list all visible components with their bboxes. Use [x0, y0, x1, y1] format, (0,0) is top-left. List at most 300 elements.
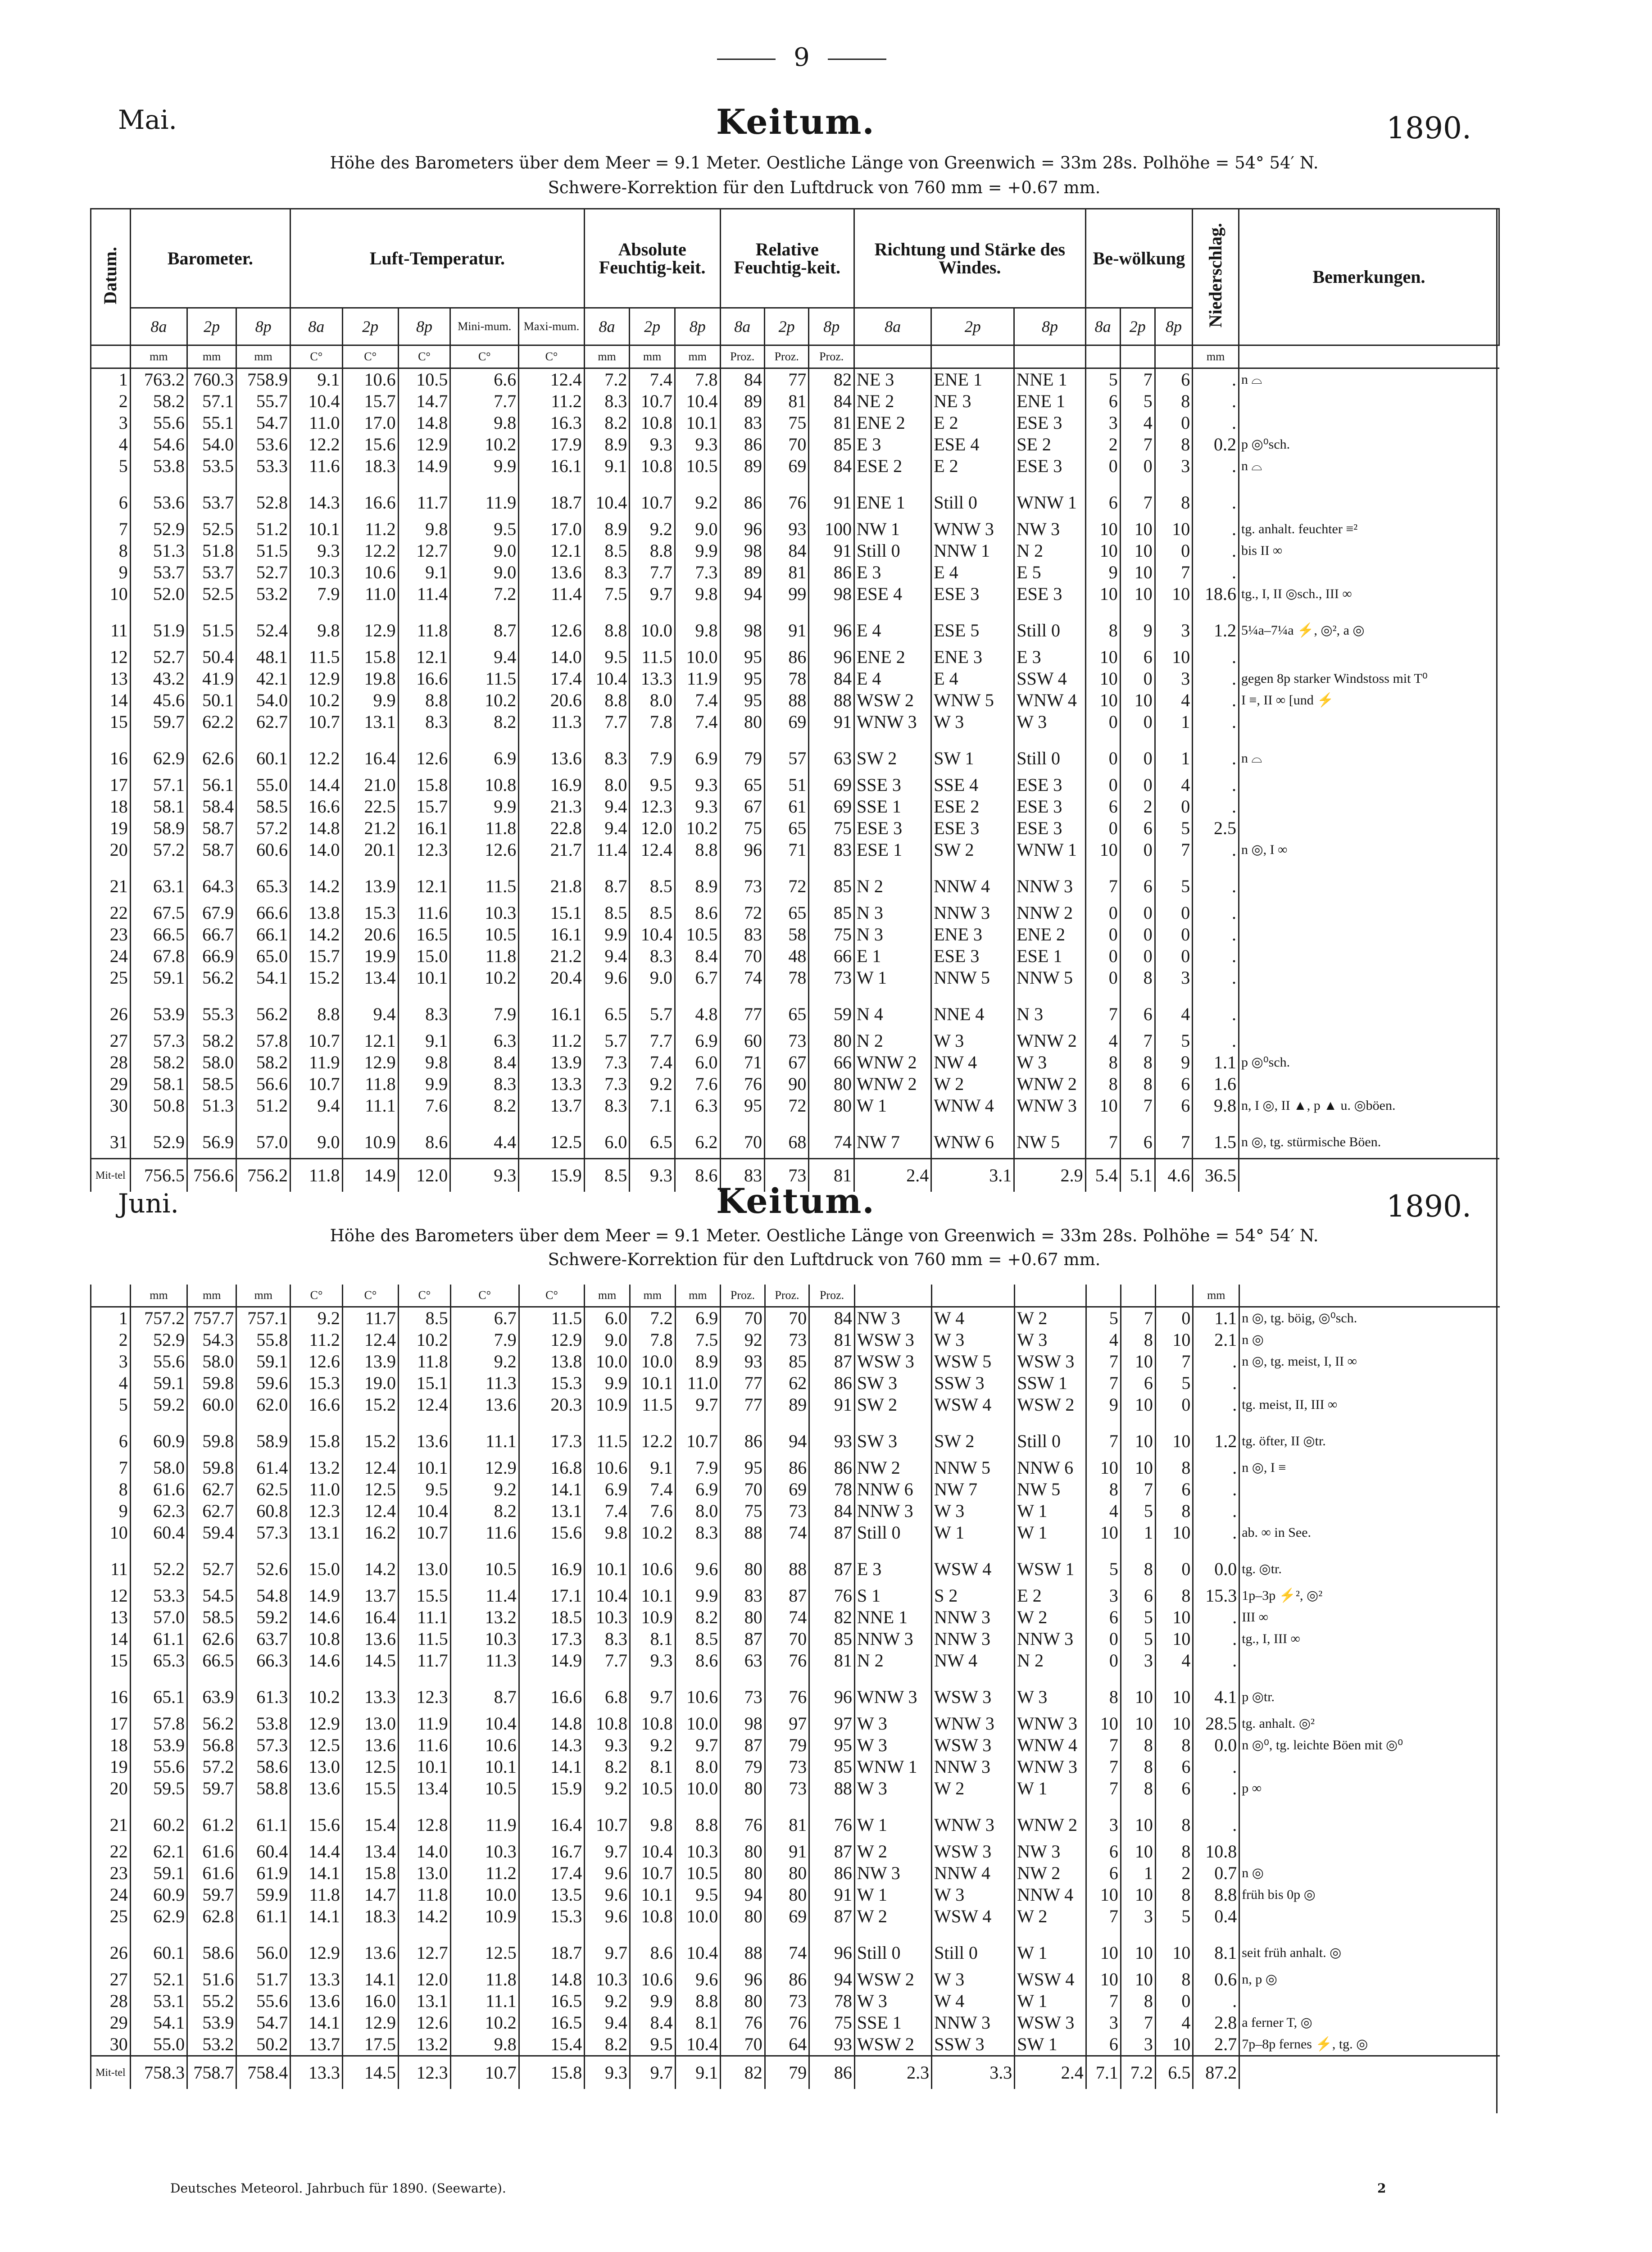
table-cell: W 1 [932, 1522, 1015, 1544]
table-cell: 8 [1120, 1052, 1155, 1073]
table-cell: 8.4 [630, 2012, 675, 2034]
table-cell: 67.8 [130, 945, 187, 967]
table-cell: WSW 2 [1015, 1394, 1086, 1416]
table-cell: 57.0 [236, 1117, 290, 1159]
table-cell: WSW 4 [1015, 1969, 1086, 1990]
table-cell: 11.5 [450, 861, 519, 902]
table-row [91, 1734, 1500, 1756]
table-cell: 9.5 [399, 1479, 451, 1500]
table-cell: 65.0 [236, 945, 290, 967]
table-cell: 58.2 [236, 1052, 290, 1073]
table-cell: 90 [764, 1073, 808, 1095]
table-cell: 87 [765, 1585, 809, 1607]
table-cell: . [1193, 477, 1239, 518]
table-cell: 7 [1155, 1351, 1193, 1372]
month-title-june: Juni. [118, 1188, 179, 1219]
table-cell: 73 [765, 1329, 809, 1351]
table-cell: 87 [809, 1906, 855, 1927]
table-cell: 96 [809, 1927, 855, 1969]
table-cell: 10.5 [675, 455, 720, 477]
table-cell: 8.9 [675, 1351, 721, 1372]
table-cell: 7.4 [630, 1052, 675, 1073]
table-cell: 10 [1085, 646, 1120, 668]
table-cell: 0 [1085, 774, 1120, 796]
table-cell: 7.6 [398, 1095, 450, 1117]
table-cell: 75 [809, 2012, 855, 2034]
table-cell: 66 [809, 945, 854, 967]
table-cell: 10.9 [630, 1607, 675, 1628]
table-cell: 14.0 [290, 839, 342, 861]
mean-cell: 2.4 [854, 1159, 931, 1192]
table-cell: 9.9 [342, 690, 398, 711]
table-cell: 21 [91, 1799, 131, 1841]
table-cell: 9.0 [585, 1329, 630, 1351]
table-cell: NNW 5 [932, 1457, 1015, 1479]
table-cell: 3 [1121, 1906, 1155, 1927]
table-cell: 7 [1086, 1351, 1121, 1372]
table-cell: 66.5 [187, 1650, 236, 1671]
table-cell: 7.2 [584, 368, 630, 391]
table-cell: 9.4 [584, 945, 630, 967]
table-cell: 2.8 [1193, 2012, 1239, 2034]
table-row [91, 2034, 1500, 2056]
table-cell: 69 [765, 1906, 809, 1927]
table-cell: W 3 [1015, 1671, 1086, 1713]
table-cell: 10.4 [630, 1841, 675, 1862]
mean-cell [1239, 1159, 1499, 1192]
table-cell: 60.0 [187, 1394, 236, 1416]
table-cell: SW 3 [854, 1416, 931, 1457]
table-cell: 72 [764, 1095, 808, 1117]
table-cell: 19 [91, 1756, 131, 1778]
table-cell: . [1193, 861, 1239, 902]
table-cell: WNW 1 [1014, 839, 1085, 861]
table-cell: 7.4 [630, 1479, 675, 1500]
table-cell: 91 [765, 1841, 809, 1862]
table-cell: 9.9 [675, 540, 720, 562]
table-cell: E 4 [931, 668, 1014, 690]
table-cell: 12.2 [342, 540, 398, 562]
table-cell: 8.5 [584, 540, 630, 562]
table-cell: 10 [1155, 1607, 1193, 1628]
table-cell: 0 [1085, 733, 1120, 774]
table-cell: 78 [809, 1479, 855, 1500]
table-cell: 9.8 [398, 1052, 450, 1073]
mean-cell: 8.6 [675, 1159, 720, 1192]
table-cell: 13.6 [290, 1990, 343, 2012]
table-cell: 10.4 [675, 390, 720, 412]
table-cell: 10 [1121, 1671, 1155, 1713]
table-cell: 8 [1155, 1457, 1193, 1479]
table-cell: 12.6 [519, 605, 585, 646]
table-cell: 13.0 [290, 1756, 343, 1778]
table-cell: 61.6 [130, 1479, 187, 1500]
table-cell: 10.7 [630, 1862, 675, 1884]
sub-2p: 2p [630, 308, 675, 345]
table-cell: 95 [720, 690, 764, 711]
table-cell: 10.6 [585, 1457, 630, 1479]
mean-cell: 9.7 [630, 2056, 675, 2089]
table-cell: 4 [91, 434, 131, 455]
table-cell: E 2 [931, 455, 1014, 477]
sub-8a: 8a [720, 308, 764, 345]
table-cell: 10.7 [290, 1030, 342, 1052]
table-cell: 11.0 [342, 583, 398, 605]
table-cell: 79 [765, 1734, 809, 1756]
unit-cell: mm [130, 1285, 187, 1307]
table-cell: 16.4 [519, 1799, 585, 1841]
table-cell: 84 [809, 1500, 855, 1522]
table-cell: bis II ∞ [1239, 540, 1499, 562]
table-cell: 12.1 [519, 540, 585, 562]
table-cell: 5 [1155, 1906, 1193, 1927]
table-cell: 10 [1085, 690, 1120, 711]
table-cell: 10.3 [450, 902, 519, 924]
table-row [91, 1628, 1500, 1650]
table-cell: 11.8 [290, 1884, 343, 1906]
table-cell: 9.7 [585, 1927, 630, 1969]
table-cell [1239, 1906, 1500, 1927]
table-cell: 18.3 [342, 455, 398, 477]
table-cell: 15.1 [519, 902, 585, 924]
table-cell [1239, 412, 1499, 434]
unit-cell: C° [399, 1285, 451, 1307]
table-cell: 15.8 [290, 1416, 343, 1457]
table-cell: 10.2 [450, 690, 519, 711]
table-cell [1239, 1650, 1500, 1671]
table-cell: 55.1 [187, 412, 236, 434]
unit-row [91, 345, 1499, 368]
table-cell: 11.2 [519, 390, 585, 412]
table-cell: W 3 [932, 1884, 1015, 1906]
table-cell: 87 [809, 1544, 855, 1585]
table-cell: E 3 [854, 1544, 931, 1585]
table-cell: 63.9 [187, 1671, 236, 1713]
table-cell: 9.6 [675, 1969, 721, 1990]
table-cell: 58 [764, 924, 808, 945]
table-cell: . [1193, 1394, 1239, 1416]
table-cell: 77 [721, 1394, 765, 1416]
table-cell: 9 [1155, 1052, 1192, 1073]
table-cell: 58.0 [130, 1457, 187, 1479]
unit-cell: mm [187, 345, 236, 368]
table-cell: 16.5 [519, 1990, 585, 2012]
table-cell: 59.9 [236, 1884, 290, 1906]
table-row [91, 390, 1499, 412]
unit-cell: mm [584, 345, 630, 368]
table-cell: 56.2 [187, 1713, 236, 1734]
table-cell: 6 [1155, 368, 1192, 391]
table-cell: 62.9 [130, 733, 187, 774]
table-cell: 74 [720, 967, 764, 989]
unit-cell: mm [630, 345, 675, 368]
table-cell: 10.4 [450, 1713, 519, 1734]
table-cell: 16.2 [342, 1522, 398, 1544]
table-cell: 15.5 [399, 1585, 451, 1607]
unit-cell [932, 1285, 1015, 1307]
table-cell: 7.8 [630, 711, 675, 733]
table-cell: 8 [1155, 1585, 1193, 1607]
table-cell: 14.6 [290, 1650, 343, 1671]
table-cell: ESE 1 [854, 839, 931, 861]
table-cell: 15.2 [342, 1394, 398, 1416]
table-cell: 10 [1120, 518, 1155, 540]
table-cell: . [1193, 1990, 1239, 2012]
table-cell: 48 [764, 945, 808, 967]
unit-cell: Proz. [720, 345, 764, 368]
page-number: 9 [689, 43, 914, 72]
table-cell: 5 [1086, 1544, 1121, 1585]
table-cell: 12.3 [398, 839, 450, 861]
table-cell: ENE 1 [931, 368, 1014, 391]
mean-cell: 2.4 [1015, 2056, 1086, 2089]
table-cell: 13.2 [399, 2034, 451, 2056]
table-cell: 6.0 [675, 1052, 720, 1073]
table-cell: . [1193, 839, 1239, 861]
table-cell: N 3 [1014, 989, 1085, 1030]
mean-cell: 758.3 [130, 2056, 187, 2089]
table-cell: 8 [1155, 477, 1192, 518]
table-cell: 30 [91, 2034, 131, 2056]
table-cell: 6 [91, 477, 131, 518]
mean-cell: 87.2 [1193, 2056, 1239, 2089]
table-cell: . [1193, 924, 1239, 945]
table-cell: 70 [764, 434, 808, 455]
table-cell: 60.4 [236, 1841, 290, 1862]
table-cell: 10 [1121, 1884, 1155, 1906]
table-cell: 57.3 [130, 1030, 187, 1052]
table-cell: 61.1 [236, 1799, 290, 1841]
unit-cell: Proz. [765, 1285, 809, 1307]
table-row [91, 1585, 1500, 1607]
table-cell: 86 [720, 434, 764, 455]
table-cell: NW 1 [854, 518, 931, 540]
table-cell: 65 [764, 902, 808, 924]
table-cell: 81 [765, 1799, 809, 1841]
table-cell: W 4 [932, 1307, 1015, 1330]
table-cell: SW 2 [854, 733, 931, 774]
table-cell: 95 [720, 668, 764, 690]
table-cell: . [1193, 733, 1239, 774]
table-cell: 7.4 [675, 690, 720, 711]
table-cell: 11.8 [450, 945, 519, 967]
table-cell: . [1193, 1650, 1239, 1671]
table-cell: 6 [1120, 989, 1155, 1030]
table-cell: 9.4 [290, 1095, 342, 1117]
table-cell: 9.2 [630, 518, 675, 540]
table-cell: 12.5 [519, 1117, 585, 1159]
table-cell: 9 [91, 562, 131, 583]
table-cell: W 1 [854, 1884, 931, 1906]
table-cell: 9.4 [450, 646, 519, 668]
table-cell: 7.5 [584, 583, 630, 605]
table-cell: n ◎, tg. stürmische Böen. [1239, 1117, 1499, 1159]
table-cell: 11.9 [675, 668, 720, 690]
table-cell: 41.9 [187, 668, 236, 690]
table-cell: 10.1 [630, 1372, 675, 1394]
table-cell: 75 [764, 412, 808, 434]
table-cell: 28.5 [1193, 1713, 1239, 1734]
table-cell: 52.5 [187, 518, 236, 540]
table-cell: 11.9 [290, 1052, 342, 1073]
table-cell: 10 [1155, 1628, 1193, 1650]
table-cell: 14.1 [519, 1756, 585, 1778]
table-cell: 6.6 [450, 368, 519, 391]
table-cell: 11.1 [342, 1095, 398, 1117]
table-cell: 87 [721, 1628, 765, 1650]
table-cell: 69 [765, 1479, 809, 1500]
table-cell: 58.5 [187, 1073, 236, 1095]
table-cell: 96 [809, 1671, 855, 1713]
table-cell: W 3 [932, 1969, 1015, 1990]
table-cell: 8.7 [450, 605, 519, 646]
table-cell: 9.6 [585, 1884, 630, 1906]
table-cell [1239, 945, 1499, 967]
table-cell: 53.6 [130, 477, 187, 518]
sub-2p: 2p [1120, 308, 1155, 345]
table-cell [1239, 1799, 1500, 1841]
table-cell: . [1193, 1522, 1239, 1544]
table-cell: 75 [809, 924, 854, 945]
table-cell: 6 [91, 1416, 131, 1457]
sub-2p: 2p [931, 308, 1014, 345]
footer-signature: 2 [1377, 2181, 1386, 2196]
table-cell: 74 [765, 1522, 809, 1544]
table-cell: 59.1 [130, 1372, 187, 1394]
table-cell: W 3 [854, 1778, 931, 1799]
table-cell: 15.3 [290, 1372, 343, 1394]
table-cell: 14.3 [290, 477, 342, 518]
table-cell: W 3 [854, 1734, 931, 1756]
unit-cell: Proz. [721, 1285, 765, 1307]
table-cell: 52.7 [130, 646, 187, 668]
table-cell: 9.3 [675, 434, 720, 455]
table-cell: 63.1 [130, 861, 187, 902]
table-cell: 14.2 [342, 1544, 398, 1585]
table-cell: 0 [1120, 902, 1155, 924]
table-cell: . [1193, 796, 1239, 817]
table-cell: 14.2 [399, 1906, 451, 1927]
table-cell: 50.8 [130, 1095, 187, 1117]
table-row [91, 1117, 1499, 1159]
table-cell: 6.9 [585, 1479, 630, 1500]
table-cell: W 2 [931, 1073, 1014, 1095]
table-cell: 0 [1155, 540, 1192, 562]
table-cell: 15.7 [342, 390, 398, 412]
table-cell: 9.2 [290, 1307, 343, 1330]
mean-cell: 14.5 [342, 2056, 398, 2089]
unit-cell: mm [675, 1285, 721, 1307]
table-cell: 8.8 [675, 1799, 721, 1841]
table-cell: 10.1 [630, 1884, 675, 1906]
table-cell: 16.1 [398, 817, 450, 839]
table-cell: . [1193, 945, 1239, 967]
table-cell: 7.3 [584, 1073, 630, 1095]
table-cell: W 3 [1014, 711, 1085, 733]
month-title-may: Mai. [118, 104, 177, 135]
table-cell: 21.7 [519, 839, 585, 861]
table-cell: 14.8 [290, 817, 342, 839]
table-cell: 7 [1121, 2012, 1155, 2034]
table-cell: 11.8 [398, 605, 450, 646]
table-cell: N 2 [1014, 540, 1085, 562]
table-cell: 67 [764, 1052, 808, 1073]
table-cell: . [1193, 518, 1239, 540]
table-cell: 12.3 [399, 1671, 451, 1713]
table-cell: 16.0 [342, 1990, 398, 2012]
table-row [91, 668, 1499, 690]
unit-cell: C° [290, 345, 342, 368]
table-cell: W 1 [854, 1799, 931, 1841]
table-cell: 12.4 [342, 1329, 398, 1351]
table-cell: 78 [764, 967, 808, 989]
table-cell: 81 [809, 412, 854, 434]
table-cell: ENE 3 [931, 924, 1014, 945]
table-cell: 76 [809, 1585, 855, 1607]
table-row [91, 412, 1499, 434]
table-cell: 59.4 [187, 1522, 236, 1544]
table-cell: N 3 [854, 924, 931, 945]
table-cell: W 1 [854, 967, 931, 989]
table-cell: 54.0 [236, 690, 290, 711]
table-cell: 81 [764, 562, 808, 583]
table-cell: 0 [1085, 455, 1120, 477]
mean-cell: 758.4 [236, 2056, 290, 2089]
table-cell: 8.4 [675, 945, 720, 967]
table-cell: 6.7 [450, 1307, 519, 1330]
table-cell: 12.9 [450, 1457, 519, 1479]
table-cell: 8.3 [584, 1095, 630, 1117]
table-cell: 10.1 [399, 1756, 451, 1778]
table-cell: 16.5 [519, 2012, 585, 2034]
table-cell: 89 [765, 1394, 809, 1416]
table-cell: 10 [1086, 1522, 1121, 1544]
sub-8p: 8p [398, 308, 450, 345]
table-cell: 6 [1155, 1095, 1192, 1117]
table-cell: 6.9 [675, 733, 720, 774]
table-cell: 15.1 [399, 1372, 451, 1394]
table-cell: 74 [809, 1117, 854, 1159]
table-cell: 42.1 [236, 668, 290, 690]
table-cell: 10 [1155, 583, 1192, 605]
table-cell: 5 [1155, 861, 1192, 902]
table-cell: 10.3 [585, 1607, 630, 1628]
table-cell: 69 [764, 455, 808, 477]
table-cell: SW 2 [932, 1416, 1015, 1457]
table-cell: 12.4 [342, 1457, 398, 1479]
table-cell: 15.8 [342, 1862, 398, 1884]
table-cell: 9.9 [675, 1585, 721, 1607]
table-cell: 6.5 [584, 989, 630, 1030]
table-cell: NW 3 [1015, 1841, 1086, 1862]
table-cell: 10.8 [630, 1906, 675, 1927]
table-cell: N 2 [854, 1030, 931, 1052]
table-cell: WSW 3 [932, 1841, 1015, 1862]
table-cell: 60.4 [130, 1522, 187, 1544]
table-cell: 8.0 [584, 774, 630, 796]
table-cell: 13.1 [519, 1500, 585, 1522]
table-cell: 10.2 [630, 1522, 675, 1544]
table-cell: NNW 2 [1014, 902, 1085, 924]
table-row [91, 605, 1499, 646]
table-cell: 3 [1155, 455, 1192, 477]
table-cell [1239, 989, 1499, 1030]
unit-cell [1239, 1285, 1500, 1307]
table-cell: 8.5 [675, 1628, 721, 1650]
table-cell: 10.9 [585, 1394, 630, 1416]
table-cell: n ◎, tg. böig, ◎⁰sch. [1239, 1307, 1500, 1330]
table-cell: 59.1 [130, 967, 187, 989]
